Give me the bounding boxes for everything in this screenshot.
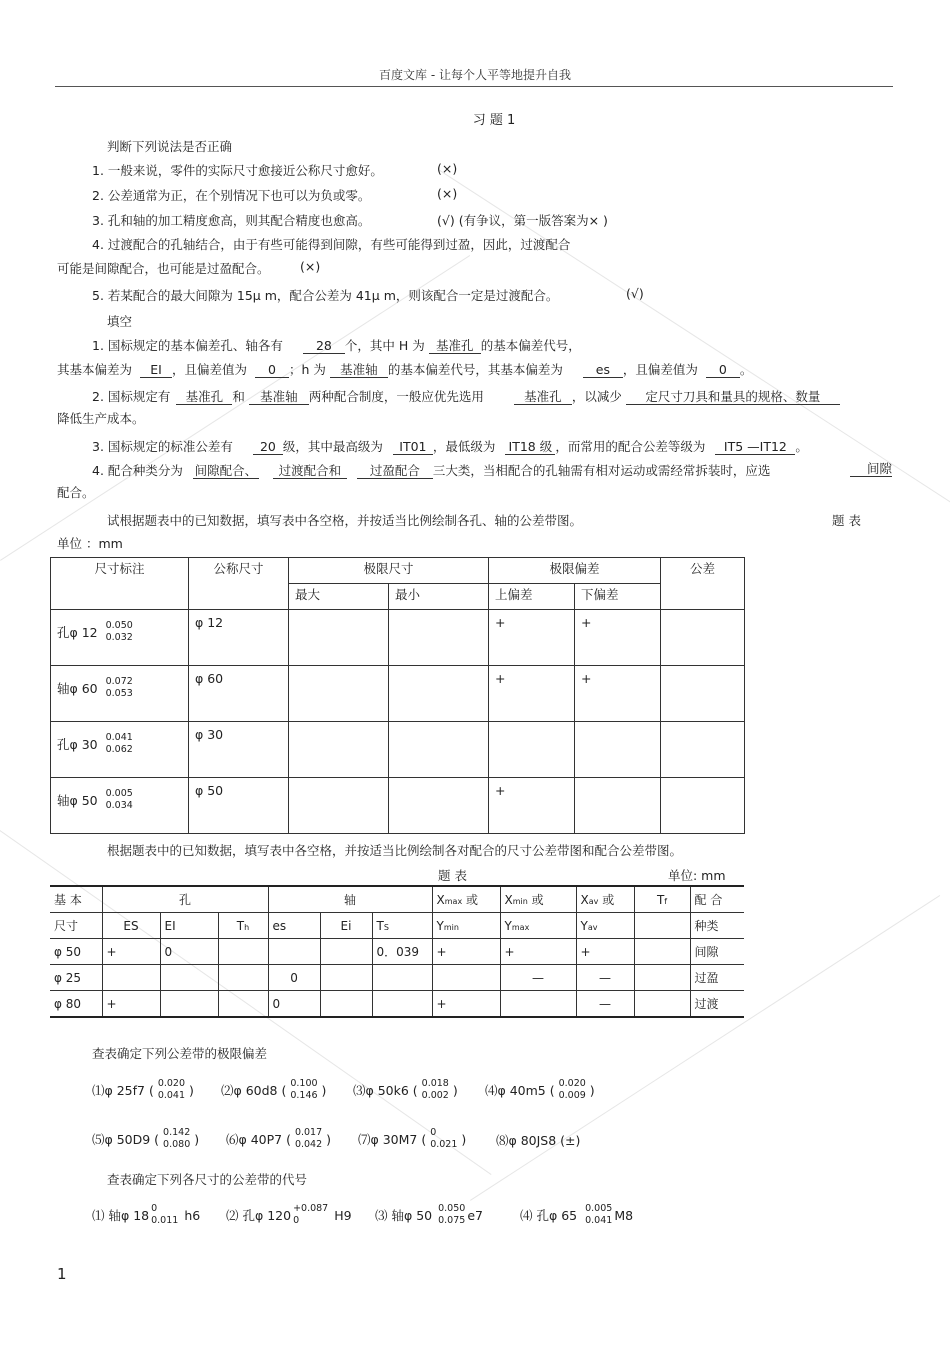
answer-blank: 基准孔 bbox=[514, 389, 572, 405]
lower-cell[interactable]: + bbox=[575, 666, 661, 722]
fill-4-line-a: 4. 配合种类分为 间隙配合、 过渡配合和 过盈配合 三大类，当相配合的孔轴需有相对运动或需经常拆装时，应选 bbox=[92, 463, 771, 478]
answer-blank: 0 bbox=[255, 362, 289, 378]
header-x2: Xmin 或 bbox=[500, 886, 576, 913]
answer-cell[interactable] bbox=[389, 610, 489, 666]
header-tf: Tf bbox=[634, 886, 690, 913]
answer-blank: 基准孔 bbox=[176, 389, 232, 405]
size-cell: φ 50 bbox=[50, 939, 102, 965]
page-header: 百度文库 - 让每个人平等地提升自我 bbox=[379, 68, 571, 82]
header-Th: Th bbox=[218, 913, 268, 939]
answer-blank: 基准轴 bbox=[249, 389, 309, 405]
header-max: 最大 bbox=[289, 584, 389, 610]
page-number: 1 bbox=[57, 1265, 67, 1283]
dim-label: 孔φ 12 bbox=[57, 625, 98, 640]
header-ES: ES bbox=[102, 913, 160, 939]
judge-q5: 5. 若某配合的最大间隙为 15μ m，配合公差为 41μ m，则该配合一定是过渡配合。 bbox=[92, 288, 559, 303]
header-shaft: 轴 bbox=[268, 886, 432, 913]
dim-label: 轴φ 60 bbox=[57, 681, 98, 696]
answer-cell[interactable] bbox=[661, 778, 745, 834]
table2-label: 题 表 bbox=[438, 868, 467, 883]
header-dim: 尺寸标注 bbox=[51, 558, 189, 610]
answer-blank: 基准孔 bbox=[429, 338, 481, 354]
header-tol: 公差 bbox=[661, 558, 745, 610]
answer-cell[interactable] bbox=[661, 610, 745, 666]
upper-cell[interactable]: + bbox=[489, 666, 575, 722]
deviation-item: ⑺φ 30M7 ( 0 0.021 ) bbox=[358, 1127, 467, 1150]
table-row: φ 25 0 — — 过盈 bbox=[50, 965, 744, 991]
fill-4-blank-right bbox=[850, 461, 892, 477]
header-y3: Yav bbox=[576, 913, 634, 939]
answer-blank: 过渡配合和 bbox=[273, 463, 347, 479]
header-limit: 极限尺寸 bbox=[289, 558, 489, 584]
fill-2-line-a: 2. 国标规定有 基准孔 和 基准轴 两种配合制度，一般应优先选用 基准孔 ，以减少 定尺寸刀具和量具的规格、数量 bbox=[92, 387, 840, 405]
deviation-item: ⑴φ 25f7 ( 0.020 0.041 ) bbox=[92, 1078, 194, 1101]
answer-blank: IT5 —IT12 bbox=[715, 439, 795, 455]
upper-cell[interactable] bbox=[489, 722, 575, 778]
nominal-cell: φ 12 bbox=[189, 610, 289, 666]
upper-cell[interactable]: + bbox=[489, 778, 575, 834]
size-cell: φ 80 bbox=[50, 991, 102, 1018]
lower-cell[interactable] bbox=[575, 722, 661, 778]
fill-3: 3. 国标规定的标准公差有 20 级，其中最高级为 IT01 ，最低级为 IT18 级 ，而常用的配合公差等级为 IT5 —IT12 。 bbox=[92, 439, 808, 454]
answer-blank: IT01 bbox=[393, 439, 433, 455]
answer-blank: 0 bbox=[706, 362, 740, 378]
page-title: 习 题 1 bbox=[472, 113, 516, 128]
answer-blank: 间隙配合、 bbox=[194, 463, 258, 478]
tolerance-table bbox=[50, 557, 745, 834]
nominal-cell: φ 60 bbox=[189, 666, 289, 722]
judge-q3: 3. 孔和轴的加工精度愈高，则其配合精度也愈高。 bbox=[92, 213, 371, 228]
code-item: ⑷ 孔φ 65 0.005 0.041 M8 bbox=[520, 1203, 634, 1226]
judge-q4: 4. 过渡配合的孔轴结合，由于有些可能得到间隙，有些可能得到过盈，因此，过渡配合 bbox=[92, 237, 571, 252]
table-row: 轴φ 60 0.072 0.053 φ 60 + + bbox=[51, 666, 745, 722]
fill-4-line-b: 配合。 bbox=[57, 485, 95, 500]
table1-intro: 试根据题表中的已知数据，填写表中各空格，并按适当比例绘制各孔、轴的公差带图。 bbox=[107, 513, 583, 528]
header-y2: Ymax bbox=[500, 913, 576, 939]
table-row: 轴φ 50 0.005 0.034 φ 50 + bbox=[51, 778, 745, 834]
deviation-item: ⑸φ 50D9 ( 0.142 0.080 ) bbox=[92, 1127, 200, 1150]
nominal-cell: φ 50 bbox=[189, 778, 289, 834]
answer-cell[interactable] bbox=[389, 778, 489, 834]
deviation-item: ⑵φ 60d8 ( 0.100 0.146 ) bbox=[221, 1078, 327, 1101]
table2-unit: 单位: mm bbox=[668, 868, 726, 883]
table1-unit: 单位 ：mm bbox=[57, 536, 123, 551]
answer-blank: 定尺寸刀具和量具的规格、数量 bbox=[626, 389, 840, 405]
answer-cell[interactable] bbox=[289, 666, 389, 722]
dim-label: 轴φ 50 bbox=[57, 793, 98, 808]
code-item: ⑵ 孔φ 120 +0.087 0 H9 bbox=[226, 1203, 352, 1226]
lower-cell[interactable]: + bbox=[575, 610, 661, 666]
code-item: ⑶ 轴φ 50 0.050 0.075 e7 bbox=[375, 1203, 483, 1226]
answer-blank: 过盈配合 bbox=[357, 463, 433, 479]
section5-heading: 查表确定下列公差带的极限偏差 bbox=[92, 1046, 268, 1061]
table-row: 孔φ 30 0.041 0.062 φ 30 bbox=[51, 722, 745, 778]
judge-q2: 2. 公差通常为正，在个别情况下也可以为负或零。 bbox=[92, 188, 371, 203]
nominal-cell: φ 30 bbox=[189, 722, 289, 778]
answer-blank: IT18 级 bbox=[505, 439, 555, 455]
header-lower: 下偏差 bbox=[575, 584, 661, 610]
fill-1-line-a: 1. 国标规定的基本偏差孔、轴各有 28 个，其中 H 为 基准孔 的基本偏差代号， bbox=[92, 338, 581, 353]
answer-cell[interactable] bbox=[661, 666, 745, 722]
judge-a4: (×) bbox=[300, 259, 321, 274]
fill-1-line-b: 其基本偏差为 EI ，且偏差值为 0 ；h 为 基准轴 的基本偏差代号，其基本偏差为 es ，且偏差值为 0 。 bbox=[57, 362, 753, 377]
header-ei: Ei bbox=[320, 913, 372, 939]
deviation-item: ⑶φ 50k6 ( 0.018 0.002 ) bbox=[353, 1078, 458, 1101]
header-Ts: TS bbox=[372, 913, 432, 939]
table-row: φ 80 + 0 + — 过渡 bbox=[50, 991, 744, 1018]
section6-heading: 查表确定下列各尺寸的公差带的代号 bbox=[107, 1172, 308, 1187]
answer-cell[interactable] bbox=[289, 722, 389, 778]
deviation-item: ⑹φ 40P7 ( 0.017 0.042 ) bbox=[226, 1127, 332, 1150]
answer-blank: EI bbox=[140, 362, 172, 378]
deviation-item: ⑻φ 80JS8 (±) bbox=[496, 1133, 581, 1148]
header-nominal: 公称尺寸 bbox=[189, 558, 289, 610]
fit-type: 过盈 bbox=[690, 965, 744, 991]
fit-type: 间隙 bbox=[690, 939, 744, 965]
table2-intro: 根据题表中的已知数据，填写表中各空格，并按适当比例绘制各对配合的尺寸公差带图和配合公差带图。 bbox=[107, 843, 683, 858]
header-x3: Xav 或 bbox=[576, 886, 634, 913]
header-base-2: 尺寸 bbox=[50, 913, 102, 939]
table-row: 孔φ 12 0.050 0.032 φ 12 + + bbox=[51, 610, 745, 666]
header-EI: EI bbox=[160, 913, 218, 939]
section-judge-heading: 判断下列说法是否正确 bbox=[107, 139, 233, 154]
fit-table bbox=[50, 885, 744, 1018]
size-cell: φ 25 bbox=[50, 965, 102, 991]
answer-blank: es bbox=[583, 362, 623, 378]
answer-cell[interactable] bbox=[389, 722, 489, 778]
answer-blank: 28 bbox=[303, 338, 345, 354]
header-min: 最小 bbox=[389, 584, 489, 610]
answer-cell[interactable] bbox=[389, 666, 489, 722]
judge-q4-cont: 可能是间隙配合，也可能是过盈配合。 bbox=[57, 261, 270, 276]
header-fit: 配 合 bbox=[690, 886, 744, 913]
judge-q1: 1. 一般来说，零件的实际尺寸愈接近公称尺寸愈好。 bbox=[92, 163, 383, 178]
deviation-item: ⑷φ 40m5 ( 0.020 0.009 ) bbox=[485, 1078, 595, 1101]
upper-cell[interactable]: + bbox=[489, 610, 575, 666]
section-fill-heading: 填空 bbox=[107, 314, 133, 329]
answer-cell[interactable] bbox=[661, 722, 745, 778]
answer-cell[interactable] bbox=[289, 778, 389, 834]
judge-a5: (√) bbox=[626, 286, 644, 301]
judge-a1: (×) bbox=[437, 161, 458, 176]
lower-cell[interactable] bbox=[575, 778, 661, 834]
table1-label: 题 表 bbox=[832, 513, 861, 528]
fill-2-line-b: 降低生产成本。 bbox=[57, 411, 145, 426]
header-es: es bbox=[268, 913, 320, 939]
answer-cell[interactable] bbox=[289, 610, 389, 666]
answer-blank: 20 bbox=[253, 439, 283, 455]
header-rule bbox=[55, 86, 893, 87]
answer-blank: 间隙 bbox=[850, 461, 892, 477]
judge-a3: (√) (有争议，第一版答案为× ) bbox=[437, 213, 608, 228]
answer-blank: 基准轴 bbox=[330, 362, 388, 378]
code-item: ⑴ 轴φ 18 0 0.011 h6 bbox=[92, 1203, 201, 1226]
header-hole: 孔 bbox=[102, 886, 268, 913]
header-base: 基 本 bbox=[50, 886, 102, 913]
dim-label: 孔φ 30 bbox=[57, 737, 98, 752]
table-row: φ 50 + 0 0．039 + + + 间隙 bbox=[50, 939, 744, 965]
header-upper: 上偏差 bbox=[489, 584, 575, 610]
header-y1: Ymin bbox=[432, 913, 500, 939]
judge-a2: (×) bbox=[437, 186, 458, 201]
header-x1: Xmax 或 bbox=[432, 886, 500, 913]
header-dev: 极限偏差 bbox=[489, 558, 661, 584]
fit-type: 过渡 bbox=[690, 991, 744, 1018]
header-fit-2: 种类 bbox=[690, 913, 744, 939]
